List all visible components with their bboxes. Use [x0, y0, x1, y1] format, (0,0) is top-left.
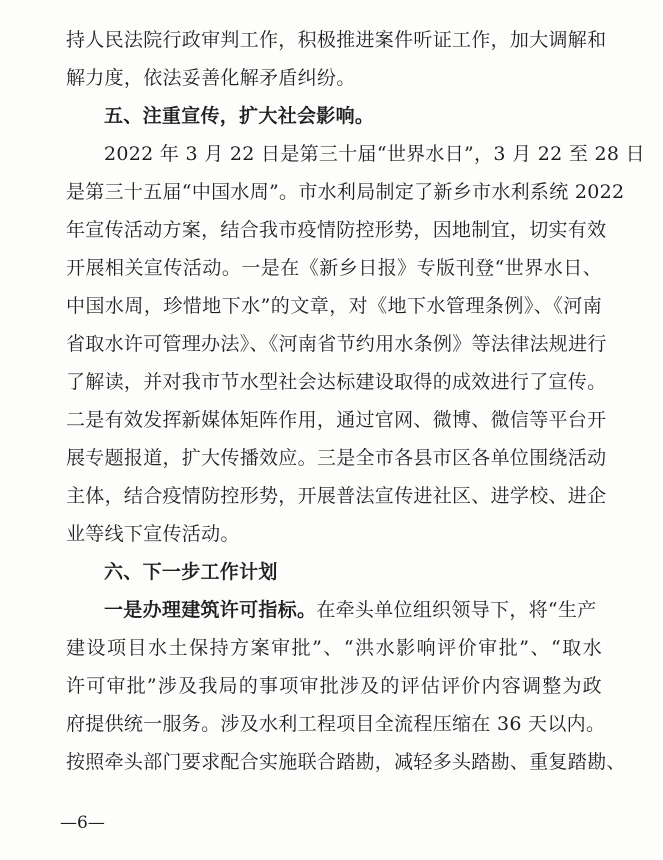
body-line: 建设项目水土保持方案审批”、“洪水影响评价审批”、“取水: [66, 637, 602, 659]
body-line: 按照牵头部门要求配合实施联合踏勘，减轻多头踏勘、重复踏勘、: [66, 751, 626, 773]
bold-lead-text: 一是办理建筑许可指标。: [104, 599, 317, 621]
body-line: 中国水周，珍惜地下水”的文章，对《地下水管理条例》、《河南: [66, 295, 602, 317]
body-line: 了解读，并对我市节水型社会达标建设取得的成效进行了宣传。: [66, 371, 607, 393]
section-heading: 六、下一步工作计划: [104, 561, 278, 583]
body-line: 主体，结合疫情防控形势，开展普法宣传进社区、进学校、进企: [66, 485, 607, 507]
body-line: 解力度，依法妥善化解矛盾纠纷。: [66, 67, 356, 89]
body-line: 许可审批”涉及我局的事项审批涉及的评估评价内容调整为政: [66, 675, 602, 697]
body-line: 开展相关宣传活动。一是在《新乡日报》专版刊登“世界水日、: [66, 257, 602, 279]
body-line: 2022 年 3 月 22 日是第三十届“世界水日”，3 月 22 至 28 日: [104, 143, 645, 165]
body-line: 展专题报道，扩大传播效应。三是全市各县市区各单位围绕活动: [66, 447, 607, 469]
body-line-with-lead: [104, 598, 602, 622]
section-heading: 五、注重宣传，扩大社会影响。: [104, 105, 375, 127]
body-line: 省取水许可管理办法》、《河南省节约用水条例》等法律法规进行: [66, 333, 607, 355]
body-line: 业等线下宣传活动。: [66, 523, 240, 545]
body-line-text: 在牵头单位组织领导下，将“生产: [316, 599, 597, 621]
body-line: 持人民法院行政审判工作，积极推进案件听证工作，加大调解和: [66, 29, 607, 51]
body-line: 府提供统一服务。涉及水利工程项目全流程压缩在 36 天以内。: [66, 713, 606, 735]
body-line: 年宣传活动方案，结合我市疫情防控形势，因地制宜，切实有效: [66, 219, 607, 241]
body-line: 二是有效发挥新媒体矩阵作用，通过官网、微博、微信等平台开: [66, 409, 607, 431]
page-number: —6—: [60, 813, 105, 833]
body-line: 是第三十五届“中国水周”。市水利局制定了新乡市水利系统 2022: [66, 181, 625, 203]
